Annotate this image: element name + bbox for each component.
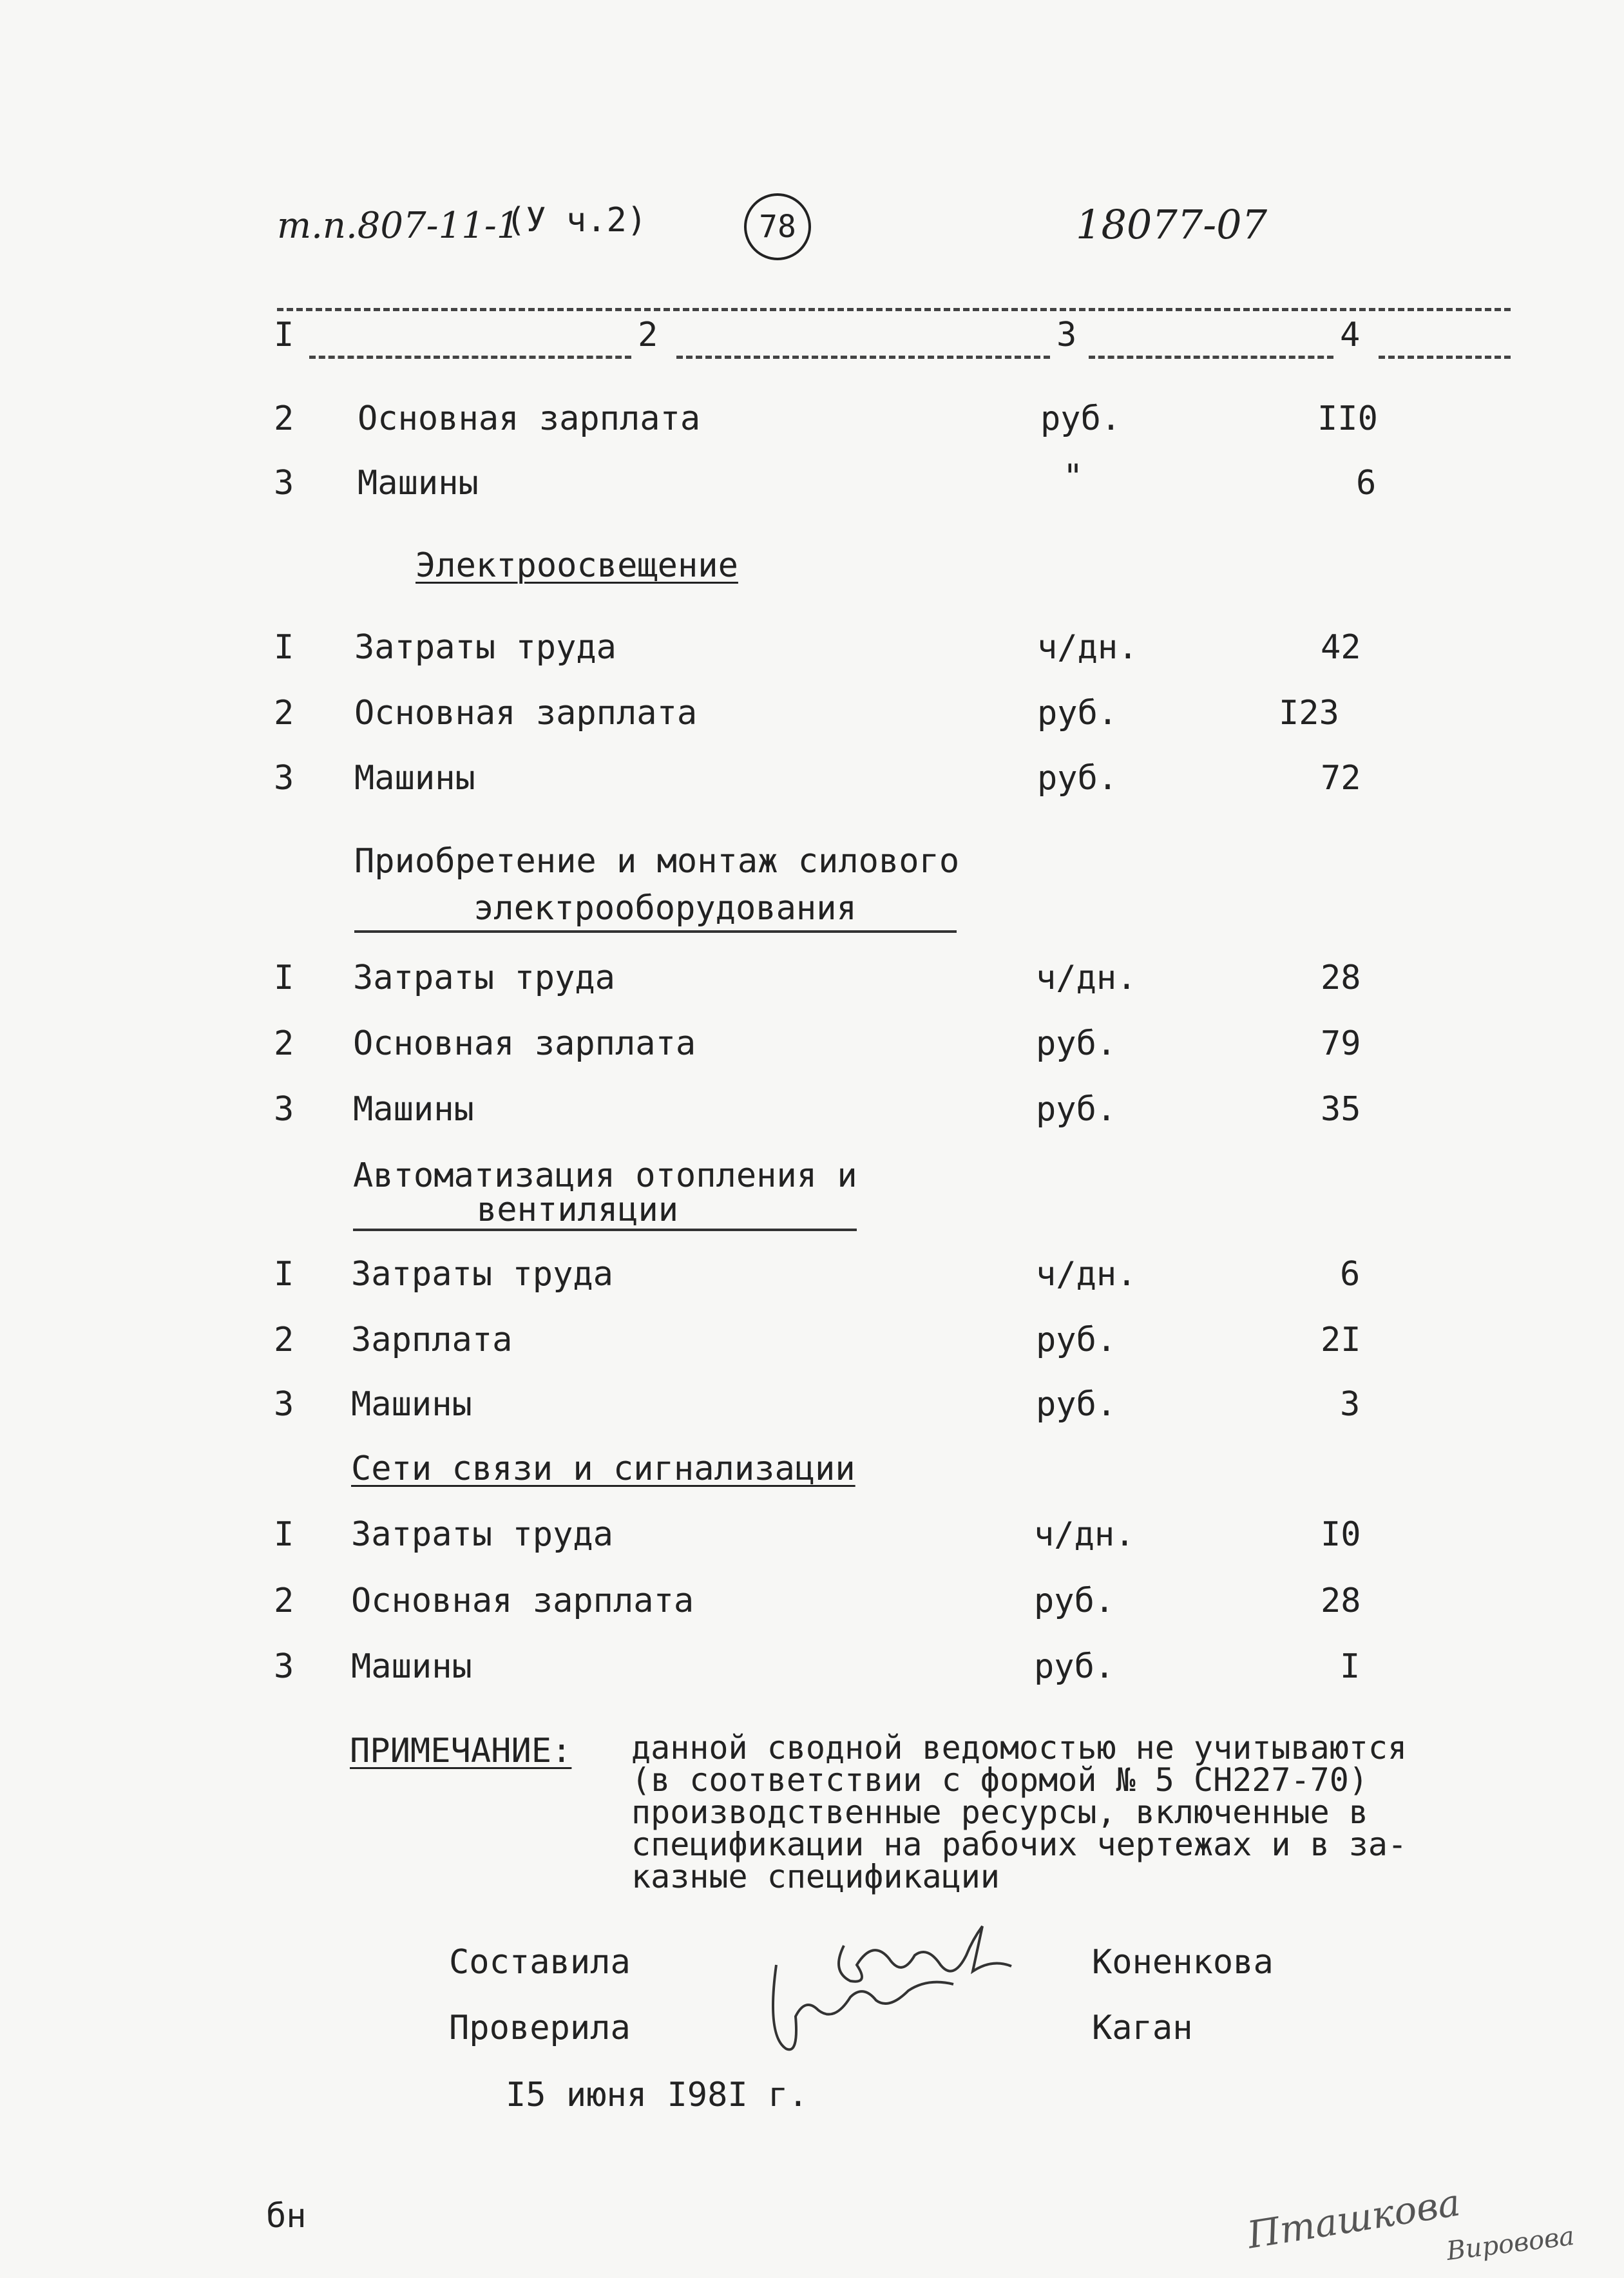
note-line: казные спецификации [631,1858,1000,1895]
row-number: 2 [274,1321,294,1359]
header-rule-bottom [309,356,631,359]
row-unit: руб. [1036,1385,1117,1424]
row-value: 72 [1321,759,1361,798]
note-label: ПРИМЕЧАНИЕ: [350,1732,572,1770]
section-title-line-1: Приобретение и монтаж силового [354,842,960,881]
row-number: I [274,959,294,997]
volume-label: (У ч.2) [506,201,647,240]
section-title: Электроосвещение [416,546,738,585]
handwritten-note: Вировова [1444,2221,1576,2266]
row-unit: руб. [1037,694,1118,732]
row-value: 79 [1321,1024,1361,1063]
note-line: (в соответствии с формой № 5 СН227-70) [631,1761,1368,1799]
row-value: 42 [1321,628,1361,667]
section-title: Сети связи и сигнализации [351,1450,855,1488]
section-title-underline [353,1229,857,1231]
row-name: Основная зарплата [354,694,698,732]
footer-mark: бн [266,2197,307,2235]
row-unit: " [1063,457,1084,496]
handwritten-note: Пташкова [1244,2180,1464,2257]
row-value: 6 [1356,464,1377,503]
row-number: 3 [274,1385,294,1424]
row-name: Основная зарплата [351,1582,694,1620]
row-name: Машины [353,1090,474,1129]
row-name: Затраты труда [351,1255,613,1294]
header-rule-bottom [676,356,1050,359]
row-value: 3 [1340,1385,1361,1424]
page-number: 78 [744,193,811,260]
row-name: Основная зарплата [353,1024,696,1063]
row-number: 3 [274,1090,294,1129]
row-unit: ч/дн. [1037,628,1138,667]
row-unit: руб. [1036,1090,1117,1129]
note-text [631,1729,1408,1895]
column-4-header: 4 [1340,316,1361,354]
note-line: производственные ресурсы, включенные в [631,1794,1368,1831]
column-1-header: I [274,316,294,354]
section-title-line-1: Автоматизация отопления и [353,1156,857,1195]
compiled-label: Составила [449,1943,631,1982]
row-value: 2I [1321,1321,1361,1359]
note-line: спецификации на рабочих чертежах и в за- [631,1826,1408,1863]
row-number: 2 [274,1582,294,1620]
row-value: 35 [1321,1090,1361,1129]
row-value: I23 [1279,694,1339,732]
doc-number: 18077-07 [1076,201,1268,248]
row-number: 3 [274,1647,294,1686]
row-value: 6 [1340,1255,1361,1294]
signature-graphic [760,1920,1044,2068]
row-unit: ч/дн. [1036,959,1137,997]
row-number: 3 [274,464,294,503]
row-name: Основная зарплата [358,399,701,438]
row-number: 2 [274,399,294,438]
row-name: Машины [354,759,475,798]
section-title-underline [354,930,957,933]
row-unit: ч/дн. [1036,1255,1137,1294]
section-title-line-2: вентиляции [477,1191,679,1229]
date: I5 июня I98I г. [506,2076,808,2114]
row-value: I [1340,1647,1361,1686]
row-name: Машины [351,1385,472,1424]
column-2-header: 2 [638,316,658,354]
row-number: 2 [274,694,294,732]
row-value: I0 [1321,1515,1361,1554]
row-name: Машины [358,464,479,503]
row-unit: ч/дн. [1034,1515,1135,1554]
column-3-header: 3 [1056,316,1077,354]
row-number: I [274,1515,294,1554]
row-unit: руб. [1037,759,1118,798]
row-name: Затраты труда [351,1515,613,1554]
checked-name: Каган [1092,2009,1193,2047]
row-unit: руб. [1034,1582,1115,1620]
row-value: 28 [1321,1582,1361,1620]
header-rule-top [277,308,1511,311]
row-number: I [274,628,294,667]
row-unit: руб. [1034,1647,1115,1686]
row-name: Затраты труда [354,628,616,667]
project-code: т.п.807-11-1 [277,205,520,247]
note-line: данной сводной ведомостью не учитываются [631,1729,1408,1766]
row-name: Зарплата [351,1321,513,1359]
row-value: 28 [1321,959,1361,997]
row-name: Затраты труда [353,959,615,997]
row-unit: руб. [1040,399,1122,438]
compiled-name: Коненкова [1092,1943,1274,1982]
row-value: II0 [1317,399,1378,438]
row-unit: руб. [1036,1024,1117,1063]
header-rule-bottom [1379,356,1511,359]
row-number: 3 [274,759,294,798]
row-unit: руб. [1036,1321,1117,1359]
header-rule-bottom [1089,356,1333,359]
section-title-line-2: электрооборудования [473,889,857,928]
row-number: 2 [274,1024,294,1063]
row-number: I [274,1255,294,1294]
checked-label: Проверила [449,2009,631,2047]
row-name: Машины [351,1647,472,1686]
